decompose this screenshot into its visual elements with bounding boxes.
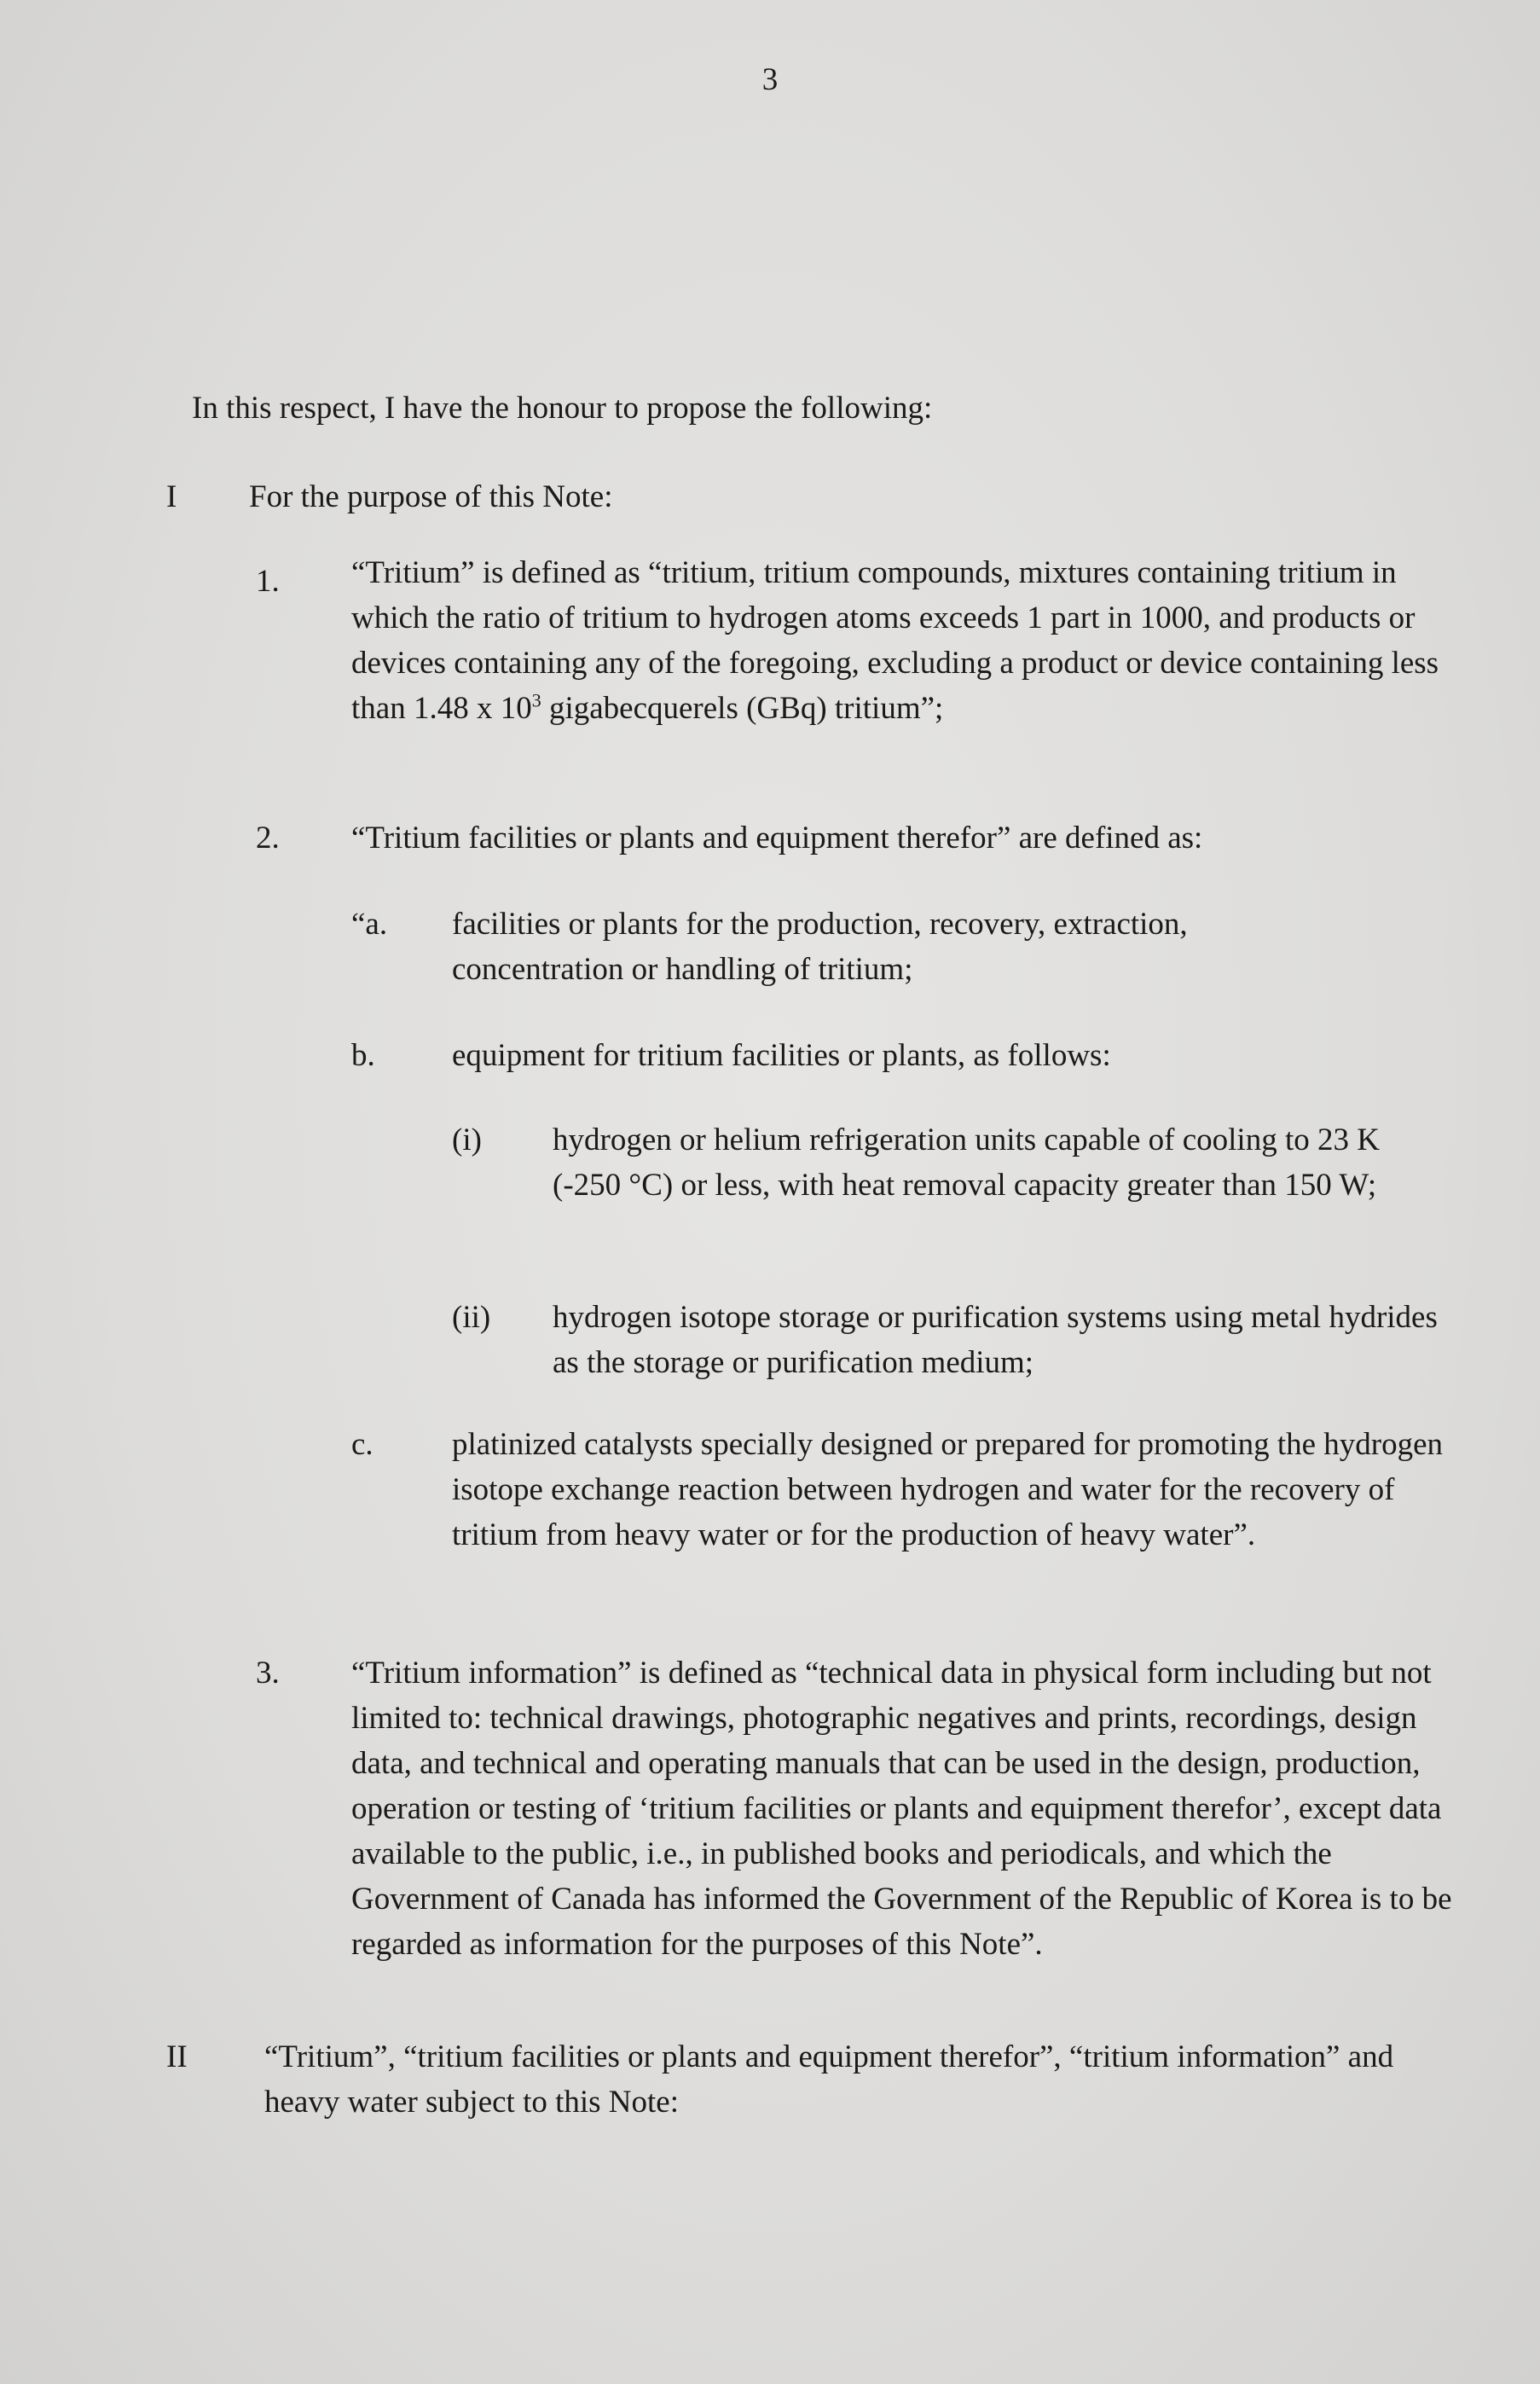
definition-3-text: “Tritium information” is defined as “technical data in physical form including but not limited to: technical drawings, photographic negatives and prints, recordings, design data, and technical and operating manuals that can be used in the design, production, operation or testing of ‘tritium facilities or plants and equipment therefor’, except data available to the public, i.e., in published books and periodicals, and which the Government of Canada has informed the Government of the Republic of Korea is to be regarded as information for the purposes of this Note”. xyxy=(351,1656,1452,1962)
definition-2b-marker: b. xyxy=(351,1038,375,1073)
definition-1-text xyxy=(351,550,1451,731)
section-i-heading: For the purpose of this Note: xyxy=(249,479,613,514)
definition-3-number: 3. xyxy=(256,1656,280,1691)
intro-paragraph: In this respect, I have the honour to propose the following: xyxy=(192,391,933,426)
definition-2c-text: platinized catalysts specially designed or prepared for promoting the hydrogen isotope exchange reaction between hydrogen and water for the recovery of tritium from heavy water or for the production of heavy water”. xyxy=(452,1427,1444,1552)
section-ii-text: “Tritium”, “tritium facilities or plants and equipment therefor”, “tritium information” and heavy water subject to this Note: xyxy=(264,2039,1394,2120)
definition-2c-marker: c. xyxy=(351,1427,373,1462)
definition-1-number: 1. xyxy=(256,564,280,599)
page-number: 3 xyxy=(761,62,779,97)
definition-2b-ii-text: hydrogen isotope storage or purification systems using metal hydrides as the storage or purification medium; xyxy=(553,1300,1438,1380)
definition-2a-marker: “a. xyxy=(351,907,388,942)
definition-1-superscript: 3 xyxy=(531,689,541,711)
definition-2b-i-marker: (i) xyxy=(452,1122,482,1157)
definition-2b-ii-marker: (ii) xyxy=(452,1300,491,1335)
definition-2-number: 2. xyxy=(256,821,280,856)
section-i-numeral: I xyxy=(166,479,177,514)
definition-1-text-main: “Tritium” is defined as “tritium, tritium compounds, mixtures containing tritium in which the ratio of tritium to hydrogen atoms exceeds 1 part in 1000, and products or devices containing any of the foregoing, excluding a product or device containing less than 1.48 x 10 xyxy=(351,555,1439,726)
definition-2b-text: equipment for tritium facilities or plants, as follows: xyxy=(452,1038,1111,1073)
definition-2b-i-text: hydrogen or helium refrigeration units capable of cooling to 23 K (-250 °C) or less, with heat removal capacity greater than 150 W; xyxy=(553,1122,1380,1203)
definition-2a-text: facilities or plants for the production, recovery, extraction, concentration or handling of tritium; xyxy=(452,907,1188,987)
definition-1-text-end: gigabecquerels (GBq) tritium”; xyxy=(541,691,944,726)
section-ii-numeral: II xyxy=(166,2039,188,2074)
definition-2-text: “Tritium facilities or plants and equipment therefor” are defined as: xyxy=(351,821,1203,856)
